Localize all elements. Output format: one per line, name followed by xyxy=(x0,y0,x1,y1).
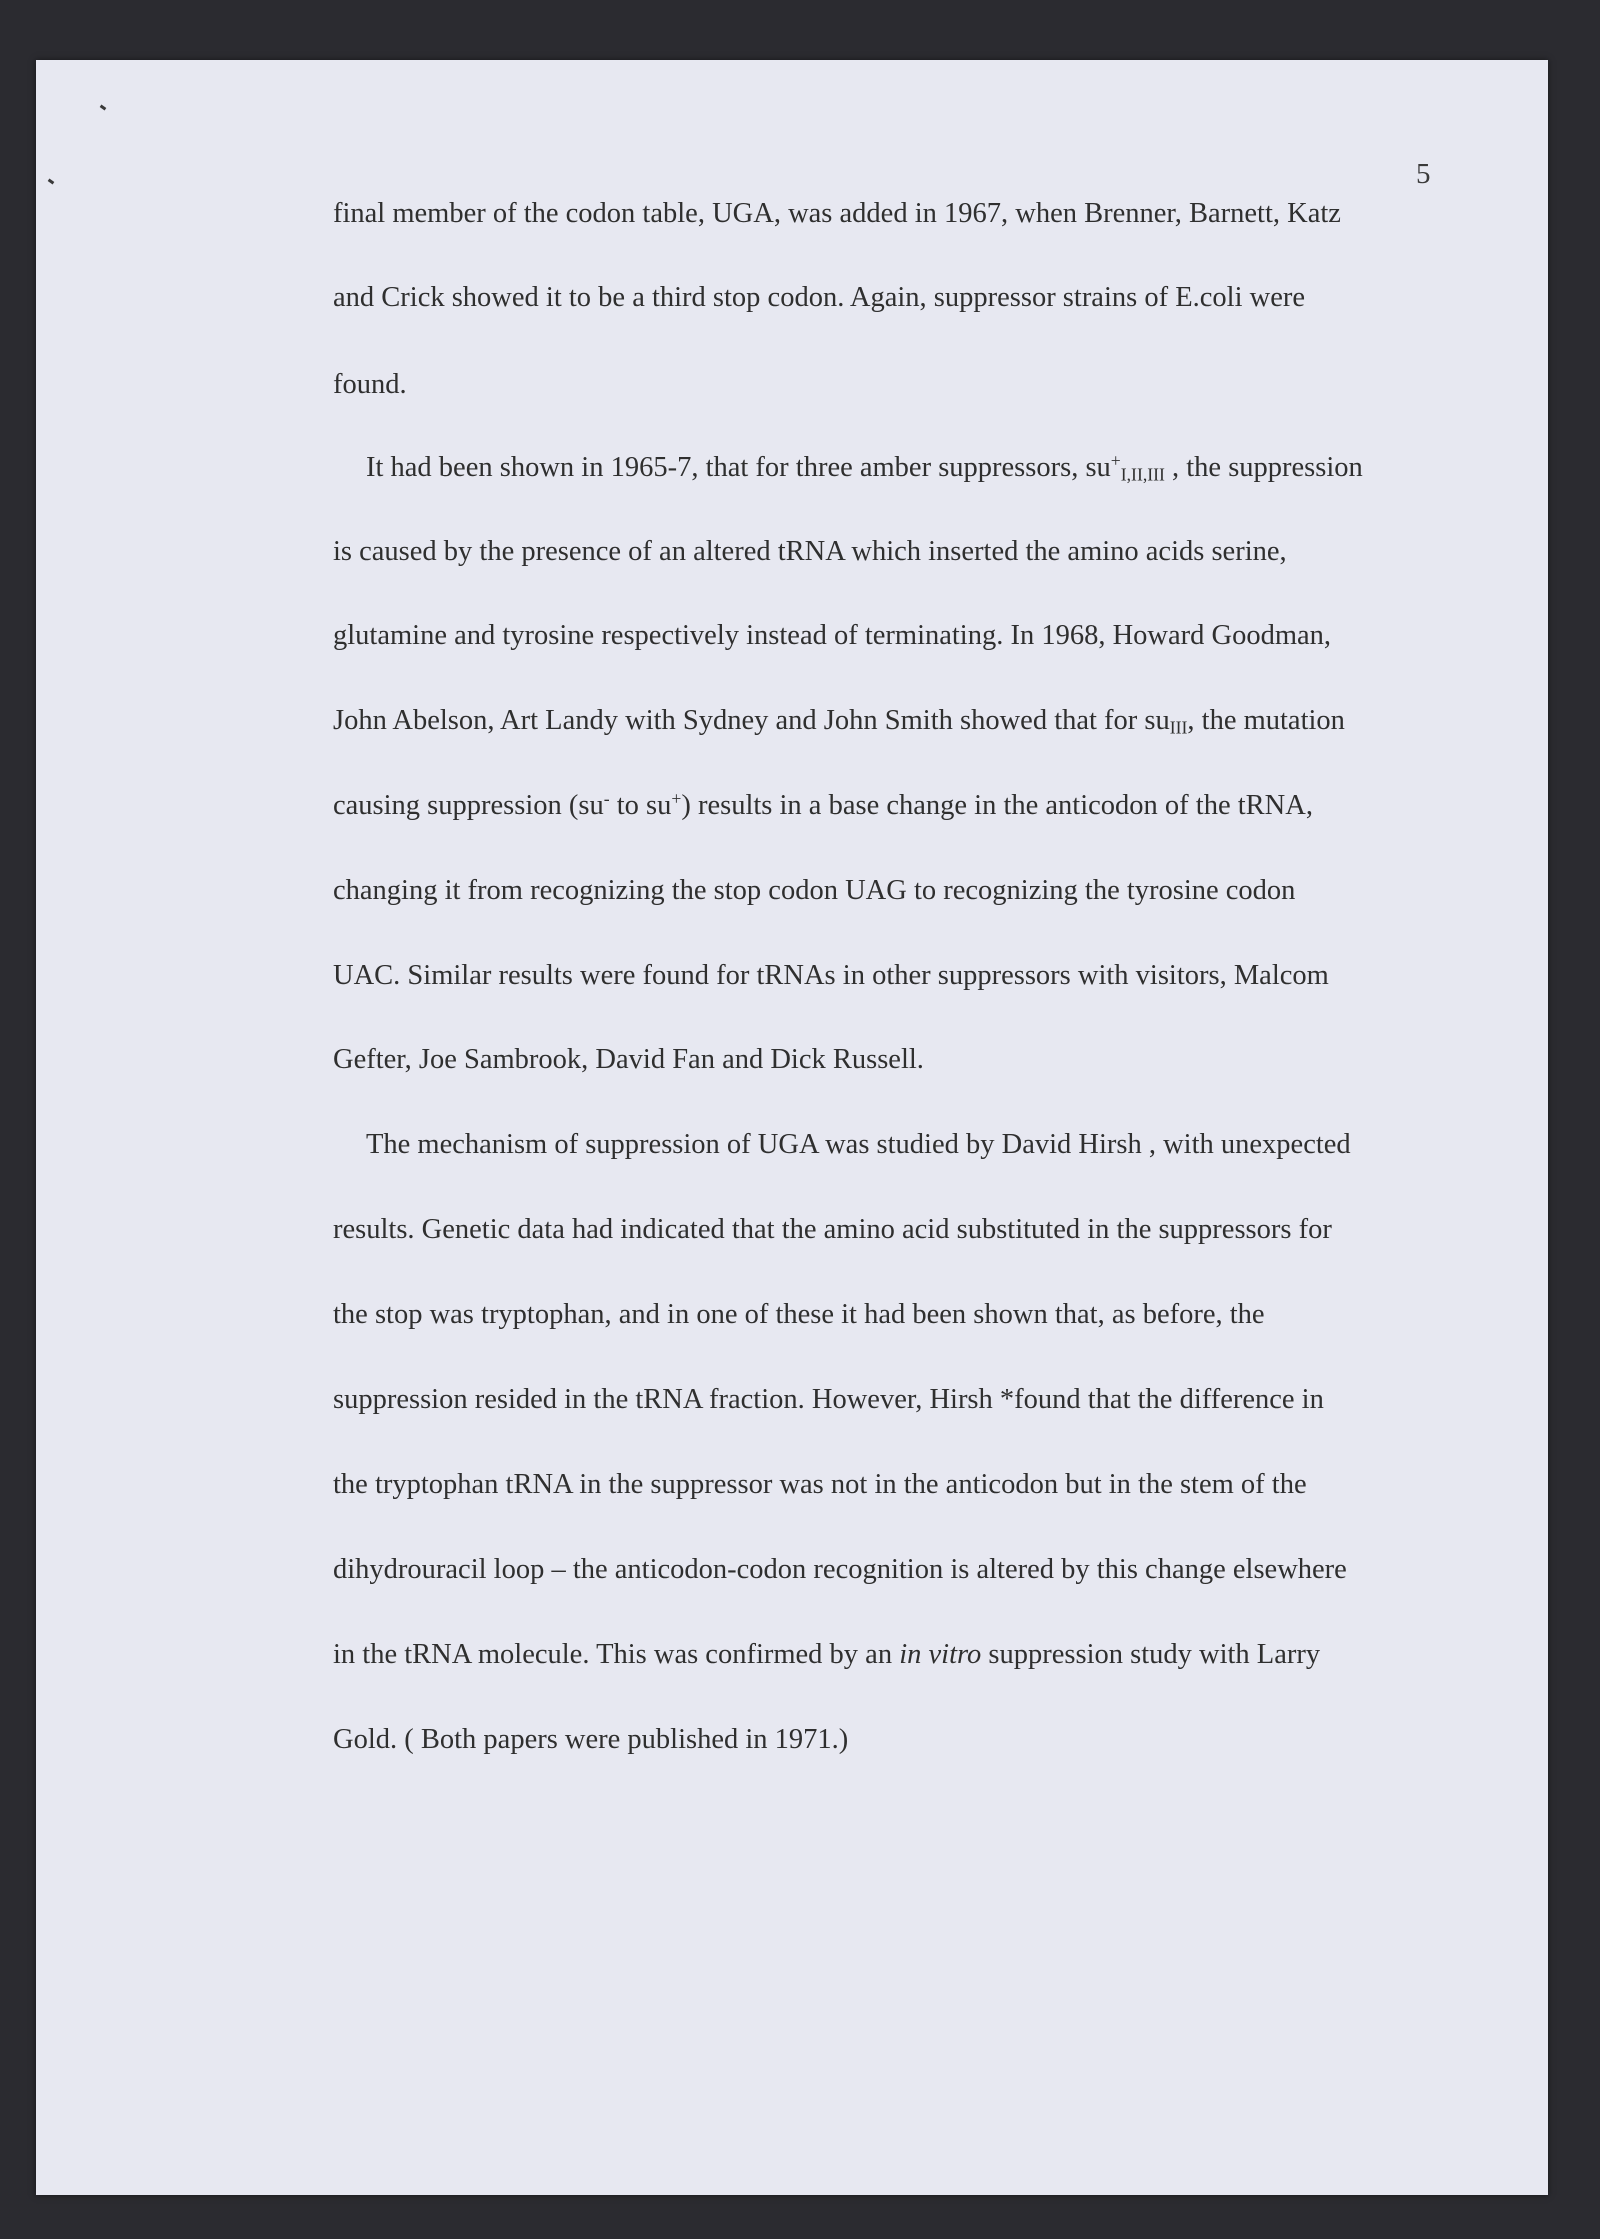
text-line xyxy=(333,1641,1320,1670)
text-span: It had been shown in 1965-7, that for three amber suppressors, su xyxy=(366,452,1111,483)
text-span: John Abelson, Art Landy with Sydney and John Smith showed that for su xyxy=(333,705,1170,736)
text-line: found. xyxy=(333,369,407,400)
text-line: suppression resided in the tRNA fraction. However, Hirsh *found that the difference in xyxy=(333,1384,1324,1415)
text-line: final member of the codon table, UGA, was added in 1967, when Brenner, Barnett, Katz xyxy=(333,198,1341,229)
text-line: The mechanism of suppression of UGA was studied by David Hirsh , with unexpected xyxy=(366,1129,1351,1160)
text-line: Gold. ( Both papers were published in 1971.) xyxy=(333,1724,849,1755)
text-span: in the tRNA molecule. This was confirmed by an xyxy=(333,1639,900,1670)
text-line: dihydrouracil loop – the anticodon-codon recognition is altered by this change elsewhere xyxy=(333,1554,1347,1585)
text-span: ) results in a base change in the anticodon of the tRNA, xyxy=(681,790,1313,821)
text-span: , the suppression xyxy=(1164,452,1363,483)
subscript: III xyxy=(1169,717,1188,738)
text-line xyxy=(366,450,1363,485)
page-number: 5 xyxy=(1416,158,1431,190)
margin-speck xyxy=(100,105,107,111)
text-line xyxy=(333,707,1345,736)
document-page xyxy=(36,60,1548,2195)
text-line: results. Genetic data had indicated that the amino acid substituted in the suppressors for xyxy=(333,1214,1332,1245)
italic-text: in vitro xyxy=(899,1639,982,1670)
text-line: UAC. Similar results were found for tRNAs in other suppressors with visitors, Malcom xyxy=(333,960,1329,991)
margin-speck xyxy=(48,179,55,185)
text-line: the tryptophan tRNA in the suppressor was not in the anticodon but in the stem of the xyxy=(333,1469,1307,1500)
text-line: and Crick showed it to be a third stop codon. Again, suppressor strains of E.coli were xyxy=(333,282,1305,313)
text-span: causing suppression (su xyxy=(333,790,604,821)
text-line: Gefter, Joe Sambrook, David Fan and Dick Russell. xyxy=(333,1044,924,1075)
text-line: changing it from recognizing the stop codon UAG to recognizing the tyrosine codon xyxy=(333,875,1296,906)
text-span: , the mutation xyxy=(1187,705,1345,736)
text-line: is caused by the presence of an altered tRNA which inserted the amino acids serine, xyxy=(333,536,1287,567)
text-span: to su xyxy=(609,790,672,821)
text-line: glutamine and tyrosine respectively instead of terminating. In 1968, Howard Goodman, xyxy=(333,620,1332,651)
text-line xyxy=(333,788,1313,821)
subscript: I,II,III xyxy=(1120,464,1165,485)
superscript: + xyxy=(671,788,682,809)
text-span: suppression study with Larry xyxy=(981,1639,1321,1670)
superscript: - xyxy=(603,788,610,809)
text-line: the stop was tryptophan, and in one of these it had been shown that, as before, the xyxy=(333,1299,1265,1330)
superscript: + xyxy=(1110,450,1121,471)
